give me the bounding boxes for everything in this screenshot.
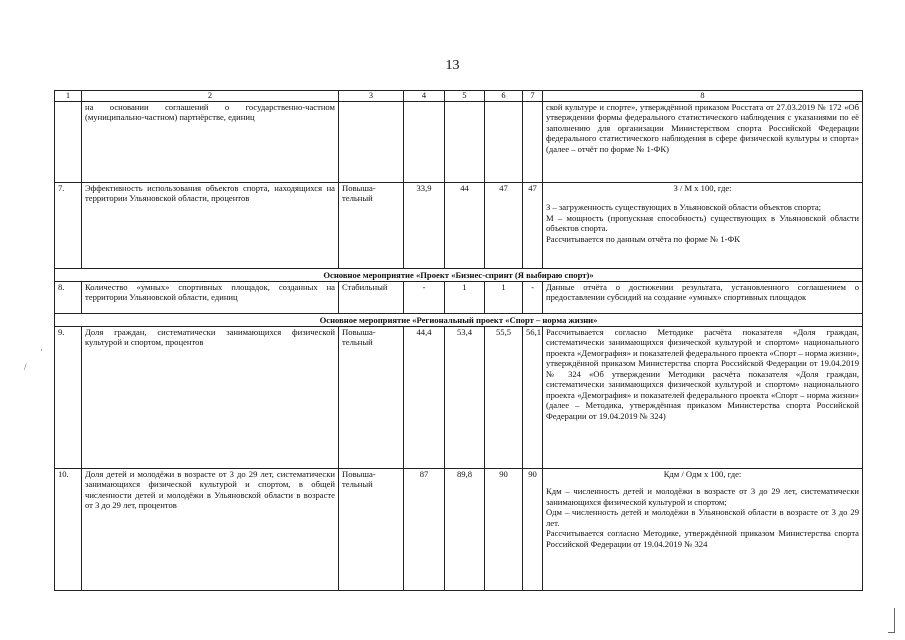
- scan-mark: ·: [40, 345, 43, 355]
- cell-name: Доля детей и молодёжи в возрасте от 3 до 29 лет, систематически занимающихся физической культурой и спортом, в общей численности детей и молодёжи в Ульяновской области в возрасте от 3 до 29 лет, процентов: [82, 469, 339, 591]
- method-paragraph: З – загруженность существующих в Ульяновской области объектов спорта;: [546, 202, 822, 213]
- cell-v7: 90: [523, 469, 543, 591]
- cell-v4: 87: [404, 469, 445, 591]
- cell-trend: Повыша-тельный: [339, 469, 404, 591]
- header-row: [55, 91, 863, 102]
- header-col-3: 3: [339, 91, 404, 102]
- table-row-8: [55, 282, 863, 314]
- binding-mark: [888, 608, 895, 633]
- method-paragraph: Кдм – численность детей и молодёжи в возрасте от 3 до 29 лет, систематически занимающихся физической культурой и спортом;: [546, 486, 859, 507]
- cell-method: Данные отчёта о достижении результата, установленного соглашением о предоставлении субсидий на создание «умных» спортивных площадок: [543, 282, 863, 314]
- cell-v7: [523, 102, 543, 183]
- method-paragraph: Рассчитывается согласно Методике, утверждённой приказом Министерства спорта Российской Федерации от 19.04.2019 № 324: [546, 528, 859, 549]
- cell-method: [543, 469, 863, 591]
- cell-num: [55, 102, 82, 183]
- section-row-sport-norm: [55, 314, 863, 327]
- header-col-1: 1: [55, 91, 82, 102]
- cell-v4: -: [404, 282, 445, 314]
- cell-v6: 47: [485, 183, 523, 269]
- cell-v4: 33,9: [404, 183, 445, 269]
- page-number: 13: [445, 58, 460, 73]
- cell-v5: 53,4: [445, 327, 485, 469]
- method-formula: Кдм / Одм х 100, где:: [663, 469, 742, 479]
- cell-num: 10.: [55, 469, 82, 591]
- table-row-9: [55, 327, 863, 469]
- cell-v6: 1: [485, 282, 523, 314]
- section-row-business-sprint: [55, 269, 863, 282]
- section-title: Основное мероприятие «Региональный проект «Спорт – норма жизни»: [55, 314, 863, 327]
- cell-name: Доля граждан, систематически занимающихся физической культурой и спортом, процентов: [82, 327, 339, 469]
- cell-v4: [404, 102, 445, 183]
- method-paragraph: Рассчитывается по данным отчёта по форме № 1-ФК: [546, 233, 741, 244]
- cell-trend: Повыша-тельный: [339, 327, 404, 469]
- scan-mark: /: [24, 362, 27, 372]
- cell-method: Рассчитывается согласно Методике расчёта показателя «Доля граждан, систематически занимающихся физической культурой и спортом» национального проекта «Демография» и показателей федерального проекта «Спорт – норма жизни», утверждённой приказом Министерства спорта Российской Федерации от 19.04.2019 № 324 «Об утверждении Методики расчёта показателя «Доля граждан, систематически занимающихся физической культурой и спортом» национального проекта «Демография» и показателей федерального проекта «Спорт – норма жизни» (далее – Методика, утверждённая приказом Министерства спорта Российской Федерации от 19.04.2019 № 324): [543, 327, 863, 469]
- header-col-2: 2: [82, 91, 339, 102]
- cell-v6: 55,5: [485, 327, 523, 469]
- method-paragraph: М – мощность (пропускная способность) существующих в Ульяновской области объектов спорта.: [546, 212, 859, 234]
- cell-name: Количество «умных» спортивных площадок, созданных на территории Ульяновской области, единиц: [82, 282, 339, 314]
- header-col-6: 6: [485, 91, 523, 102]
- table-row-10: [55, 469, 863, 591]
- indicators-table: [54, 90, 863, 591]
- header-col-5: 5: [445, 91, 485, 102]
- cell-v4: 44,4: [404, 327, 445, 469]
- cell-v5: [445, 102, 485, 183]
- cell-v6: [485, 102, 523, 183]
- cell-v7: 56,1: [523, 327, 543, 469]
- cell-num: 8.: [55, 282, 82, 314]
- header-col-7: 7: [523, 91, 543, 102]
- cell-method: ской культуре и спорте», утверждённой приказом Росстата от 27.03.2019 № 172 «Об утверждении формы федерального статистического наблюдения с указаниями по её заполнению для организации Министерством спорта Российской Федерации федерального статистического наблюдения в сфере физической культуры и спорта» (далее – отчёт по форме № 1-ФК): [543, 102, 863, 183]
- cell-name: Эффективность использования объектов спорта, находящихся на территории Ульяновской области, процентов: [82, 183, 339, 269]
- cell-v5: 44: [445, 183, 485, 269]
- cell-num: 9.: [55, 327, 82, 469]
- table-row-continuation: [55, 102, 863, 183]
- cell-trend: Повыша-тельный: [339, 183, 404, 269]
- cell-v5: 89,8: [445, 469, 485, 591]
- cell-trend: Стабильный: [339, 282, 404, 314]
- table-row-7: [55, 183, 863, 269]
- cell-v7: -: [523, 282, 543, 314]
- cell-v7: 47: [523, 183, 543, 269]
- cell-v6: 90: [485, 469, 523, 591]
- cell-name: на основании соглашений о государственно-частном (муниципально-частном) партнёрстве, единиц: [82, 102, 339, 183]
- cell-trend: [339, 102, 404, 183]
- method-paragraph: Одм – численность детей и молодёжи в Ульяновской области в возрасте от 3 до 29 лет.: [546, 507, 859, 528]
- cell-v5: 1: [445, 282, 485, 314]
- method-formula: З / М х 100, где:: [673, 183, 732, 193]
- header-col-8: 8: [543, 91, 863, 102]
- section-title: Основное мероприятие «Проект «Бизнес-спринт (Я выбираю спорт)»: [55, 269, 863, 282]
- cell-num: 7.: [55, 183, 82, 269]
- header-col-4: 4: [404, 91, 445, 102]
- cell-method: [543, 183, 863, 269]
